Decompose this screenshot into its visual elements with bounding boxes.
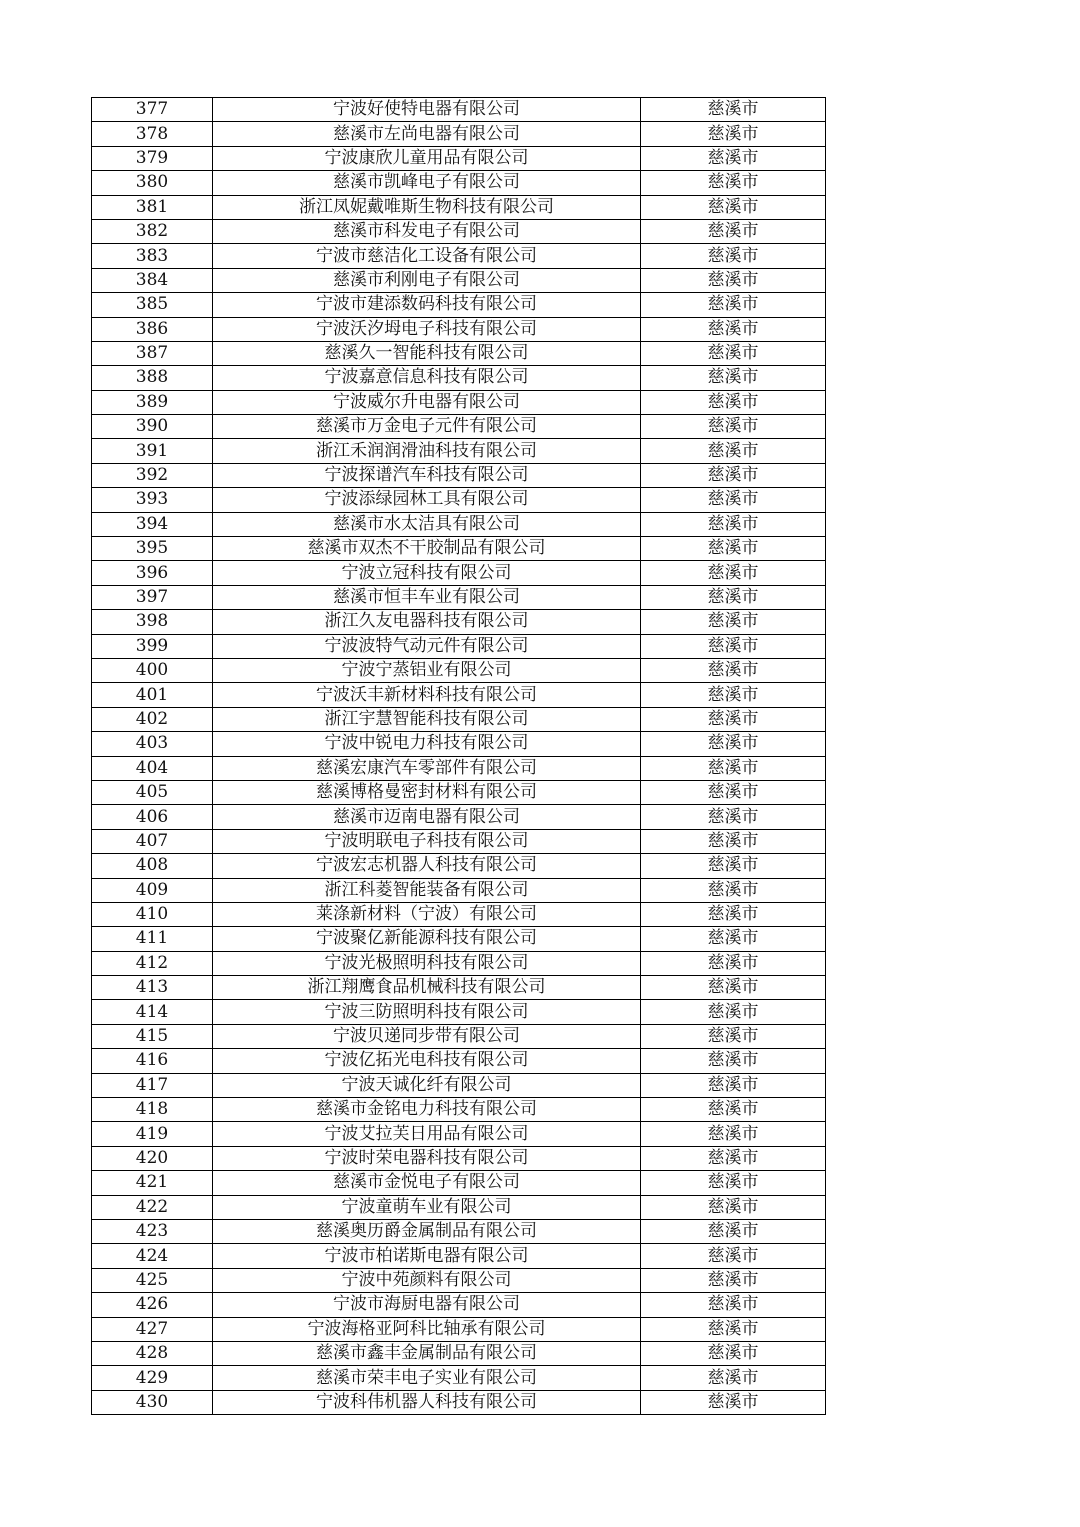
row-number-cell: 417 — [92, 1073, 213, 1097]
city-cell: 慈溪市 — [641, 1073, 826, 1097]
company-name-cell: 宁波童萌车业有限公司 — [213, 1195, 641, 1219]
city-cell: 慈溪市 — [641, 951, 826, 975]
row-number-cell: 387 — [92, 341, 213, 365]
row-number-cell: 394 — [92, 512, 213, 536]
table-row — [92, 707, 826, 731]
table-row — [92, 195, 826, 219]
company-name-cell: 宁波亿拓光电科技有限公司 — [213, 1049, 641, 1073]
company-name-cell: 莱涤新材料（宁波）有限公司 — [213, 902, 641, 926]
company-name-cell: 宁波市柏诺斯电器有限公司 — [213, 1244, 641, 1268]
city-cell: 慈溪市 — [641, 805, 826, 829]
table-row — [92, 1244, 826, 1268]
row-number-cell: 428 — [92, 1341, 213, 1365]
city-cell: 慈溪市 — [641, 1341, 826, 1365]
table-row — [92, 1146, 826, 1170]
row-number-cell: 400 — [92, 658, 213, 682]
table-row — [92, 1268, 826, 1292]
city-cell: 慈溪市 — [641, 512, 826, 536]
city-cell: 慈溪市 — [641, 683, 826, 707]
table-row — [92, 463, 826, 487]
company-name-cell: 慈溪市金悦电子有限公司 — [213, 1171, 641, 1195]
row-number-cell: 405 — [92, 780, 213, 804]
city-cell: 慈溪市 — [641, 854, 826, 878]
row-number-cell: 413 — [92, 976, 213, 1000]
row-number-cell: 398 — [92, 610, 213, 634]
city-cell: 慈溪市 — [641, 1122, 826, 1146]
row-number-cell: 396 — [92, 561, 213, 585]
row-number-cell: 410 — [92, 902, 213, 926]
row-number-cell: 408 — [92, 854, 213, 878]
row-number-cell: 384 — [92, 268, 213, 292]
city-cell: 慈溪市 — [641, 561, 826, 585]
company-name-cell: 宁波中锐电力科技有限公司 — [213, 732, 641, 756]
row-number-cell: 388 — [92, 366, 213, 390]
company-name-cell: 宁波光极照明科技有限公司 — [213, 951, 641, 975]
company-name-cell: 慈溪市凯峰电子有限公司 — [213, 171, 641, 195]
city-cell: 慈溪市 — [641, 610, 826, 634]
table-row — [92, 268, 826, 292]
company-name-cell: 宁波立冠科技有限公司 — [213, 561, 641, 585]
city-cell: 慈溪市 — [641, 463, 826, 487]
company-name-cell: 宁波时荣电器科技有限公司 — [213, 1146, 641, 1170]
company-list-table — [91, 97, 826, 1415]
company-name-cell: 宁波波特气动元件有限公司 — [213, 634, 641, 658]
city-cell: 慈溪市 — [641, 98, 826, 122]
city-cell: 慈溪市 — [641, 1366, 826, 1390]
table-row — [92, 512, 826, 536]
table-row — [92, 658, 826, 682]
city-cell: 慈溪市 — [641, 780, 826, 804]
row-number-cell: 412 — [92, 951, 213, 975]
city-cell: 慈溪市 — [641, 1268, 826, 1292]
table-row — [92, 585, 826, 609]
city-cell: 慈溪市 — [641, 1098, 826, 1122]
row-number-cell: 423 — [92, 1219, 213, 1243]
company-name-cell: 慈溪市水太洁具有限公司 — [213, 512, 641, 536]
row-number-cell: 430 — [92, 1390, 213, 1414]
city-cell: 慈溪市 — [641, 976, 826, 1000]
table-row — [92, 902, 826, 926]
row-number-cell: 379 — [92, 146, 213, 170]
company-name-cell: 慈溪市左尚电器有限公司 — [213, 122, 641, 146]
table-row — [92, 1219, 826, 1243]
row-number-cell: 429 — [92, 1366, 213, 1390]
city-cell: 慈溪市 — [641, 1390, 826, 1414]
city-cell: 慈溪市 — [641, 585, 826, 609]
table-row — [92, 1073, 826, 1097]
company-name-cell: 宁波探谱汽车科技有限公司 — [213, 463, 641, 487]
city-cell: 慈溪市 — [641, 415, 826, 439]
company-name-cell: 慈溪市利刚电子有限公司 — [213, 268, 641, 292]
city-cell: 慈溪市 — [641, 146, 826, 170]
company-name-cell: 浙江禾润润滑油科技有限公司 — [213, 439, 641, 463]
city-cell: 慈溪市 — [641, 1049, 826, 1073]
table-row — [92, 317, 826, 341]
city-cell: 慈溪市 — [641, 390, 826, 414]
table-row — [92, 854, 826, 878]
city-cell: 慈溪市 — [641, 195, 826, 219]
table-row — [92, 171, 826, 195]
row-number-cell: 421 — [92, 1171, 213, 1195]
company-name-cell: 浙江久友电器科技有限公司 — [213, 610, 641, 634]
table-row — [92, 756, 826, 780]
row-number-cell: 401 — [92, 683, 213, 707]
table-row — [92, 1195, 826, 1219]
table-row — [92, 829, 826, 853]
table-row — [92, 1341, 826, 1365]
city-cell: 慈溪市 — [641, 439, 826, 463]
company-name-cell: 慈溪市迈南电器有限公司 — [213, 805, 641, 829]
row-number-cell: 427 — [92, 1317, 213, 1341]
company-name-cell: 宁波三防照明科技有限公司 — [213, 1000, 641, 1024]
city-cell: 慈溪市 — [641, 829, 826, 853]
row-number-cell: 377 — [92, 98, 213, 122]
city-cell: 慈溪市 — [641, 317, 826, 341]
row-number-cell: 411 — [92, 927, 213, 951]
company-name-cell: 宁波科伟机器人科技有限公司 — [213, 1390, 641, 1414]
company-name-cell: 宁波沃丰新材料科技有限公司 — [213, 683, 641, 707]
company-name-cell: 慈溪市万金电子元件有限公司 — [213, 415, 641, 439]
company-name-cell: 宁波威尔升电器有限公司 — [213, 390, 641, 414]
company-name-cell: 慈溪市恒丰车业有限公司 — [213, 585, 641, 609]
row-number-cell: 378 — [92, 122, 213, 146]
table-row — [92, 878, 826, 902]
company-name-cell: 慈溪奥历爵金属制品有限公司 — [213, 1219, 641, 1243]
city-cell: 慈溪市 — [641, 293, 826, 317]
company-name-cell: 宁波添绿园林工具有限公司 — [213, 488, 641, 512]
city-cell: 慈溪市 — [641, 658, 826, 682]
row-number-cell: 406 — [92, 805, 213, 829]
table-row — [92, 537, 826, 561]
city-cell: 慈溪市 — [641, 1146, 826, 1170]
table-row — [92, 244, 826, 268]
table-row — [92, 341, 826, 365]
company-name-cell: 宁波市海厨电器有限公司 — [213, 1293, 641, 1317]
city-cell: 慈溪市 — [641, 1219, 826, 1243]
city-cell: 慈溪市 — [641, 1024, 826, 1048]
table-row — [92, 366, 826, 390]
table-row — [92, 1390, 826, 1414]
company-name-cell: 慈溪市科发电子有限公司 — [213, 219, 641, 243]
company-name-cell: 慈溪市金铭电力科技有限公司 — [213, 1098, 641, 1122]
company-name-cell: 宁波天诚化纤有限公司 — [213, 1073, 641, 1097]
company-name-cell: 宁波康欣儿童用品有限公司 — [213, 146, 641, 170]
company-name-cell: 宁波贝递同步带有限公司 — [213, 1024, 641, 1048]
city-cell: 慈溪市 — [641, 171, 826, 195]
company-name-cell: 宁波好使特电器有限公司 — [213, 98, 641, 122]
table-row — [92, 1366, 826, 1390]
city-cell: 慈溪市 — [641, 537, 826, 561]
row-number-cell: 397 — [92, 585, 213, 609]
row-number-cell: 382 — [92, 219, 213, 243]
row-number-cell: 403 — [92, 732, 213, 756]
company-list-body — [92, 98, 826, 1415]
row-number-cell: 404 — [92, 756, 213, 780]
city-cell: 慈溪市 — [641, 1171, 826, 1195]
row-number-cell: 383 — [92, 244, 213, 268]
table-row — [92, 219, 826, 243]
city-cell: 慈溪市 — [641, 244, 826, 268]
table-row — [92, 732, 826, 756]
row-number-cell: 399 — [92, 634, 213, 658]
city-cell: 慈溪市 — [641, 1244, 826, 1268]
row-number-cell: 418 — [92, 1098, 213, 1122]
table-row — [92, 439, 826, 463]
row-number-cell: 426 — [92, 1293, 213, 1317]
table-row — [92, 1000, 826, 1024]
table-row — [92, 390, 826, 414]
city-cell: 慈溪市 — [641, 756, 826, 780]
row-number-cell: 385 — [92, 293, 213, 317]
row-number-cell: 407 — [92, 829, 213, 853]
company-name-cell: 浙江翔鹰食品机械科技有限公司 — [213, 976, 641, 1000]
table-row — [92, 122, 826, 146]
city-cell: 慈溪市 — [641, 732, 826, 756]
company-name-cell: 慈溪宏康汽车零部件有限公司 — [213, 756, 641, 780]
company-name-cell: 慈溪市鑫丰金属制品有限公司 — [213, 1341, 641, 1365]
row-number-cell: 391 — [92, 439, 213, 463]
city-cell: 慈溪市 — [641, 219, 826, 243]
row-number-cell: 416 — [92, 1049, 213, 1073]
row-number-cell: 393 — [92, 488, 213, 512]
row-number-cell: 386 — [92, 317, 213, 341]
row-number-cell: 409 — [92, 878, 213, 902]
row-number-cell: 425 — [92, 1268, 213, 1292]
company-name-cell: 慈溪久一智能科技有限公司 — [213, 341, 641, 365]
table-row — [92, 561, 826, 585]
company-name-cell: 宁波明联电子科技有限公司 — [213, 829, 641, 853]
city-cell: 慈溪市 — [641, 1000, 826, 1024]
city-cell: 慈溪市 — [641, 366, 826, 390]
company-name-cell: 宁波沃汐坶电子科技有限公司 — [213, 317, 641, 341]
row-number-cell: 415 — [92, 1024, 213, 1048]
company-name-cell: 宁波宁蒸铝业有限公司 — [213, 658, 641, 682]
row-number-cell: 392 — [92, 463, 213, 487]
table-row — [92, 634, 826, 658]
table-row — [92, 146, 826, 170]
table-row — [92, 1024, 826, 1048]
row-number-cell: 381 — [92, 195, 213, 219]
row-number-cell: 389 — [92, 390, 213, 414]
company-name-cell: 宁波宏志机器人科技有限公司 — [213, 854, 641, 878]
company-name-cell: 浙江宇慧智能科技有限公司 — [213, 707, 641, 731]
company-name-cell: 慈溪博格曼密封材料有限公司 — [213, 780, 641, 804]
table-row — [92, 415, 826, 439]
company-name-cell: 浙江科菱智能装备有限公司 — [213, 878, 641, 902]
table-row — [92, 1317, 826, 1341]
table-row — [92, 610, 826, 634]
city-cell: 慈溪市 — [641, 341, 826, 365]
company-name-cell: 宁波市建添数码科技有限公司 — [213, 293, 641, 317]
city-cell: 慈溪市 — [641, 902, 826, 926]
table-row — [92, 1293, 826, 1317]
table-row — [92, 488, 826, 512]
city-cell: 慈溪市 — [641, 634, 826, 658]
row-number-cell: 420 — [92, 1146, 213, 1170]
table-row — [92, 98, 826, 122]
row-number-cell: 422 — [92, 1195, 213, 1219]
row-number-cell: 414 — [92, 1000, 213, 1024]
city-cell: 慈溪市 — [641, 707, 826, 731]
table-row — [92, 976, 826, 1000]
company-name-cell: 宁波中苑颜料有限公司 — [213, 1268, 641, 1292]
row-number-cell: 424 — [92, 1244, 213, 1268]
company-name-cell: 宁波艾拉芙日用品有限公司 — [213, 1122, 641, 1146]
table-row — [92, 951, 826, 975]
table-row — [92, 805, 826, 829]
company-name-cell: 宁波海格亚阿科比轴承有限公司 — [213, 1317, 641, 1341]
row-number-cell: 390 — [92, 415, 213, 439]
table-row — [92, 927, 826, 951]
table-row — [92, 1098, 826, 1122]
city-cell: 慈溪市 — [641, 268, 826, 292]
table-row — [92, 1049, 826, 1073]
table-row — [92, 293, 826, 317]
row-number-cell: 395 — [92, 537, 213, 561]
row-number-cell: 380 — [92, 171, 213, 195]
table-row — [92, 780, 826, 804]
city-cell: 慈溪市 — [641, 1293, 826, 1317]
city-cell: 慈溪市 — [641, 1195, 826, 1219]
company-name-cell: 宁波嘉意信息科技有限公司 — [213, 366, 641, 390]
company-name-cell: 浙江凤妮戴唯斯生物科技有限公司 — [213, 195, 641, 219]
table-row — [92, 683, 826, 707]
city-cell: 慈溪市 — [641, 122, 826, 146]
row-number-cell: 402 — [92, 707, 213, 731]
table-row — [92, 1122, 826, 1146]
company-name-cell: 慈溪市双杰不干胶制品有限公司 — [213, 537, 641, 561]
company-name-cell: 宁波市慈洁化工设备有限公司 — [213, 244, 641, 268]
city-cell: 慈溪市 — [641, 1317, 826, 1341]
city-cell: 慈溪市 — [641, 878, 826, 902]
company-name-cell: 慈溪市荣丰电子实业有限公司 — [213, 1366, 641, 1390]
city-cell: 慈溪市 — [641, 488, 826, 512]
row-number-cell: 419 — [92, 1122, 213, 1146]
table-row — [92, 1171, 826, 1195]
city-cell: 慈溪市 — [641, 927, 826, 951]
company-name-cell: 宁波聚亿新能源科技有限公司 — [213, 927, 641, 951]
